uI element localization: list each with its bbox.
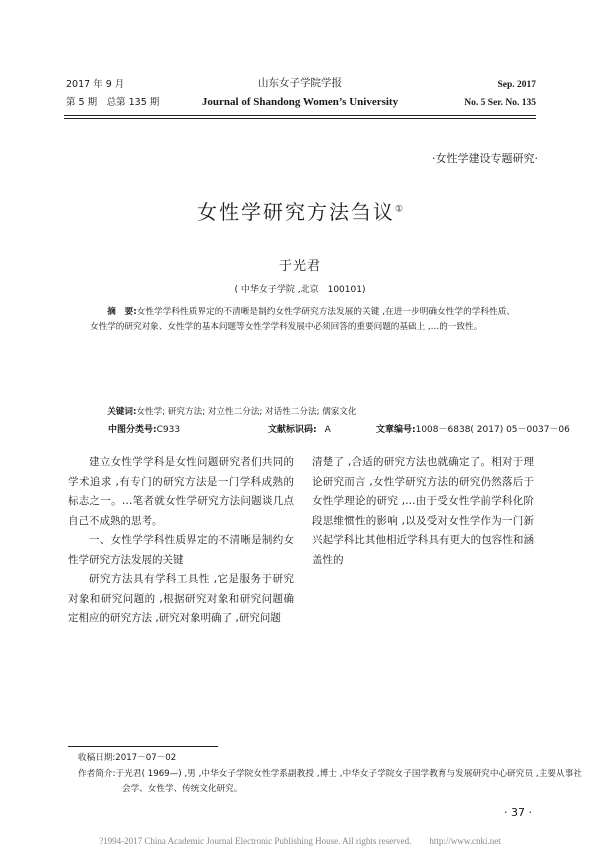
doc-code-label: 文献标识码: [268,425,317,435]
body-right-column [312,453,534,570]
received-value: 2017－07－02 [115,753,177,763]
author-bio-label: 作者简介: [78,769,116,779]
author-name: 于光君 [278,259,321,274]
clc [108,422,180,435]
header-journal-en: Journal of Shandong Women’s University [201,96,399,108]
article-title-text: 女性学研究方法刍议 [196,200,395,224]
article-no [376,422,570,435]
author-affiliation: ( 中华女子学院 ,北京 100101) [234,285,366,295]
keywords [90,405,515,420]
clc-label: 中图分类号: [108,425,157,435]
header-date-en: Sep. 2017 [497,80,536,90]
doc-code [268,422,331,435]
footnote-rule [68,746,218,747]
author-bio [78,767,582,796]
received-label: 收稿日期: [78,753,116,763]
title-footnote-mark: ① [394,204,404,215]
doc-code-value: A [324,425,331,435]
header-issue-cn: 第 5 期 总第 135 期 [66,97,160,108]
keywords-label: 关键词: [107,407,137,417]
keywords-text: 女性学; 研究方法; 对立性二分法; 对话性二分法; 儒家文化 [136,407,357,417]
clc-value: C933 [156,425,181,435]
section-heading-1: 一、女性学学科性质界定的不清晰是制约女性学研究方法发展的关键 [68,534,294,566]
abstract [90,305,515,334]
abstract-text: 女性学学科性质界定的不清晰是制约女性学研究方法发展的关键 ,在进一步明确女性学的学科性质、女性学的研究对象、女性学的基本问题等女性学学科发展中必须回答的重要问题的基础上 ,…的一致性。 [90,307,516,332]
body-paragraph-1: 建立女性学学科是女性问题研究者们共同的学术追求 ,有专门的研究方法是一门学科成熟的标志之一。…笔者就女性学研究方法问题谈几点自己不成熟的思考。 [68,456,294,527]
body-paragraph-2-right: 清楚了 ,合适的研究方法也就确定了。相对于理论研究而言 ,女性学研究方法的研究仍然落后于女性学理论的研究 ,…由于受女性学前学科化阶段思维惯性的影响 ,以及受对女性学作为一门新兴起学科比其他相近学科具有更大的包容性和涵盖性的 [312,456,534,566]
abstract-label: 摘 要: [107,307,137,317]
header-journal-cn: 山东女子学院学报 [258,77,342,89]
body-left-column [68,453,294,629]
body-paragraph-2-left: 研究方法具有学科工具性 ,它是服务于研究对象和研究问题的 ,根据研究对象和研究问题确定相应的研究方法 ,研究对象明确了 ,研究问题 [68,573,294,624]
section-tag: ·女性学建设专题研究· [432,152,538,165]
copyright-footer: ?1994-2017 China Academic Journal Electronic Publishing House. All rights reserved. http://www.cnki.net [99,836,501,846]
header-date-cn: 2017 年 9 月 [66,79,125,90]
author-bio-text: 于光君( 1969—) ,男 ,中华女子学院女性学系副教授 ,博士 ,中华女子学院女子国学教育与发展研究中心研究员 ,主要从事社会学、女性学、传统文化研究。 [115,769,582,794]
header-issue-en: No. 5 Ser. No. 135 [464,98,536,108]
article-no-label: 文章编号: [376,425,416,435]
received-date [78,751,176,766]
header-rule-bottom [64,118,536,119]
article-title [0,196,600,225]
page-number: · 37 · [504,806,532,819]
header-rule-top [64,115,536,116]
article-no-value: 1008－6838( 2017) 05－0037－06 [415,425,570,435]
